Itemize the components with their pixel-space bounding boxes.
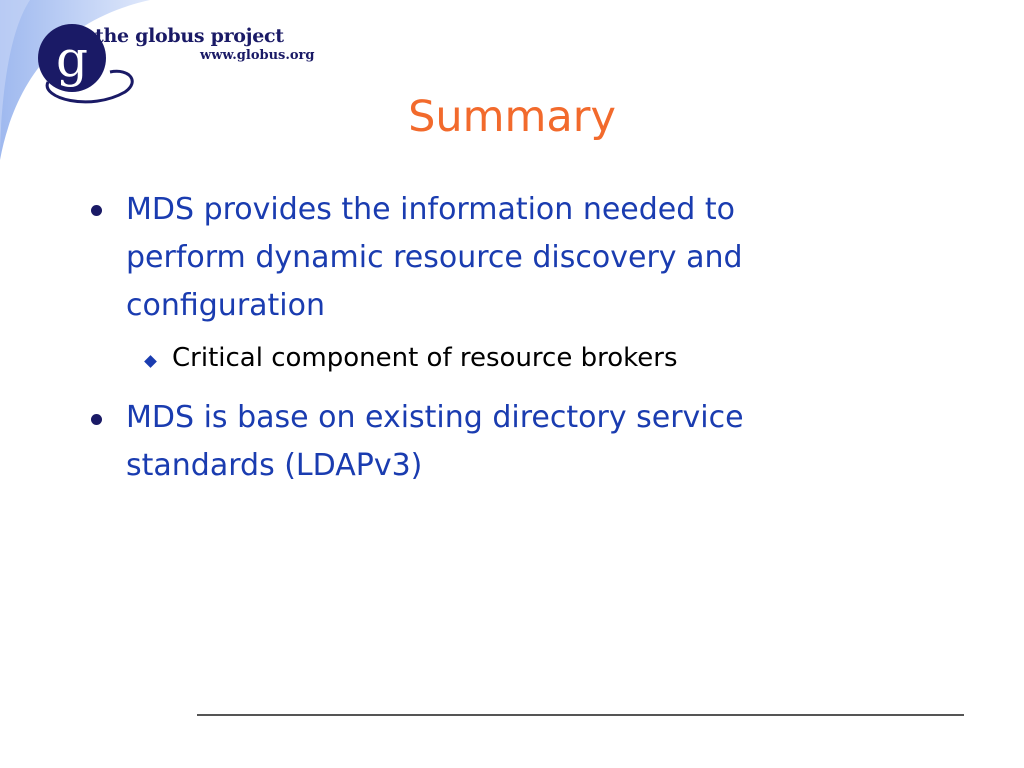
- bullet-line: MDS provides the information needed to: [126, 192, 735, 227]
- logo-letter: g: [55, 30, 89, 88]
- logo-url: www.globus.org: [200, 48, 315, 63]
- bullet-line: configuration: [126, 288, 325, 323]
- footer-divider: [197, 714, 964, 716]
- bullet-line: standards (LDAPv3): [126, 448, 423, 483]
- bullet-dot: [91, 205, 102, 216]
- sub-bullet-diamond: [144, 355, 157, 368]
- bullet-line: MDS is base on existing directory service: [126, 400, 744, 435]
- sub-bullet-text: Critical component of resource brokers: [172, 343, 678, 373]
- slide-title: Summary: [408, 92, 616, 142]
- bullet-dot: [91, 414, 102, 425]
- bullet-line: perform dynamic resource discovery and: [126, 240, 743, 275]
- logo-name: the globus project: [95, 25, 284, 47]
